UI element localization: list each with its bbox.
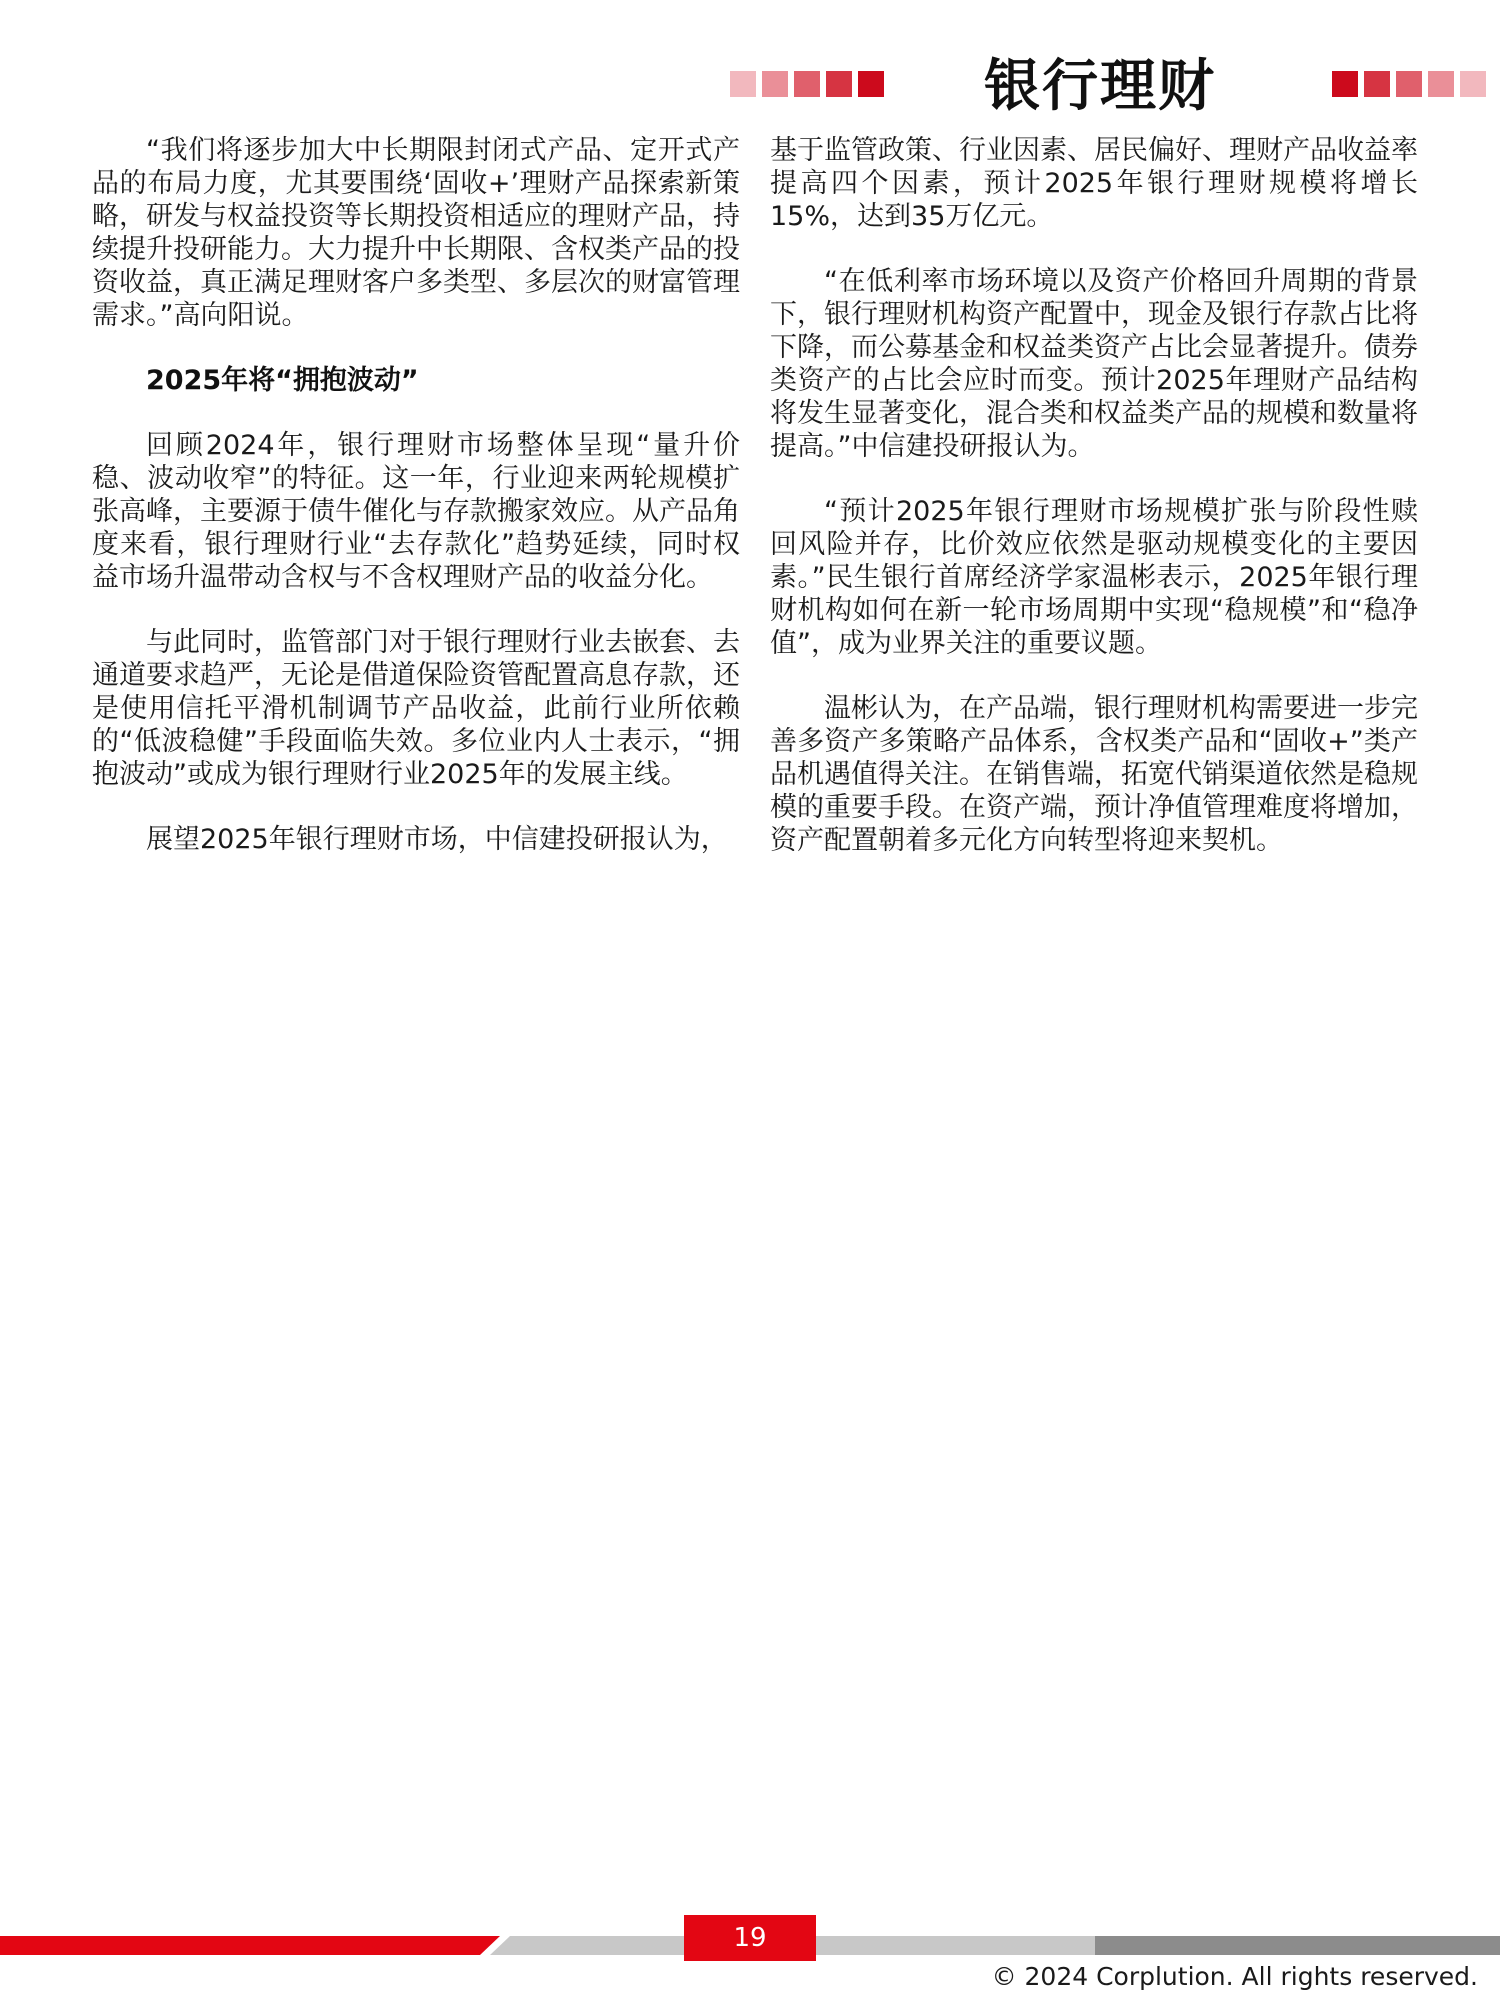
- section-title: 银行理财: [984, 54, 1216, 119]
- decor-block: [1396, 71, 1422, 97]
- decor-block: [794, 71, 820, 97]
- decor-block: [858, 71, 884, 97]
- decor-block: [1332, 71, 1358, 97]
- decor-block: [1460, 71, 1486, 97]
- header-decoration-right: [1332, 71, 1486, 97]
- decor-block: [730, 71, 756, 97]
- paragraph: “我们将逐步加大中长期限封闭式产品、定开式产品的布局力度，尤其要围绕‘固收+’理财产品探索新策略，研发与权益投资等长期投资相适应的理财产品，持续提升投研能力。大力提升中长期限、含权类产品的投资收益，真正满足理财客户多类型、多层次的财富管理需求。”高向阳说。: [92, 135, 740, 331]
- decor-block: [826, 71, 852, 97]
- paragraph: 温彬认为，在产品端，银行理财机构需要进一步完善多资产多策略产品体系，含权类产品和“固收+”类产品机遇值得关注。在销售端，拓宽代销渠道依然是稳规模的重要手段。在资产端，预计净值管理难度将增加，资产配置朝着多元化方向转型将迎来契机。: [770, 693, 1418, 856]
- paragraph: 回顾2024年，银行理财市场整体呈现“量升价稳、波动收窄”的特征。这一年，行业迎来两轮规模扩张高峰，主要源于债牛催化与存款搬家效应。从产品角度来看，银行理财行业“去存款化”趋势延续，同时权益市场升温带动含权与不含权理财产品的收益分化。: [92, 430, 740, 593]
- decor-block: [1364, 71, 1390, 97]
- decor-block: [1428, 71, 1454, 97]
- paragraph: “预计2025年银行理财市场规模扩张与阶段性赎回风险并存，比价效应依然是驱动规模变化的主要因素。”民生银行首席经济学家温彬表示，2025年银行理财机构如何在新一轮市场周期中实现“稳规模”和“稳净值”，成为业界关注的重要议题。: [770, 496, 1418, 659]
- paragraph: 展望2025年银行理财市场，中信建投研报认为，: [146, 824, 728, 855]
- article-column-right: [770, 134, 1418, 889]
- header-decoration-left: [730, 71, 884, 97]
- page-number: 19: [733, 1923, 767, 1953]
- paragraph: “在低利率市场环境以及资产价格回升周期的背景下，银行理财机构资产配置中，现金及银行存款占比将下降，而公募基金和权益类资产占比会显著提升。债券类资产的占比会应时而变。预计2025年理财产品结构将发生显著变化，混合类和权益类产品的规模和数量将提高。”中信建投研报认为。: [770, 266, 1418, 462]
- article-column-left: [92, 134, 740, 888]
- page-header: [0, 0, 1500, 130]
- footer-dark-gray-stripe: [1095, 1936, 1500, 1955]
- copyright-notice: © 2024 Corplution. All rights reserved.: [991, 1962, 1478, 1991]
- paragraph: 与此同时，监管部门对于银行理财行业去嵌套、去通道要求趋严，无论是借道保险资管配置高息存款，还是使用信托平滑机制调节产品收益，此前行业所依赖的“低波稳健”手段面临失效。多位业内人士表示，“拥抱波动”或成为银行理财行业2025年的发展主线。: [92, 627, 740, 790]
- subheading: 2025年将“拥抱波动”: [146, 365, 419, 396]
- footer-red-stripe: [0, 1936, 500, 1955]
- paragraph-continued: 基于监管政策、行业因素、居民偏好、理财产品收益率提高四个因素，预计2025年银行理财规模将增长15%，达到35万亿元。: [770, 135, 1418, 232]
- decor-block: [762, 71, 788, 97]
